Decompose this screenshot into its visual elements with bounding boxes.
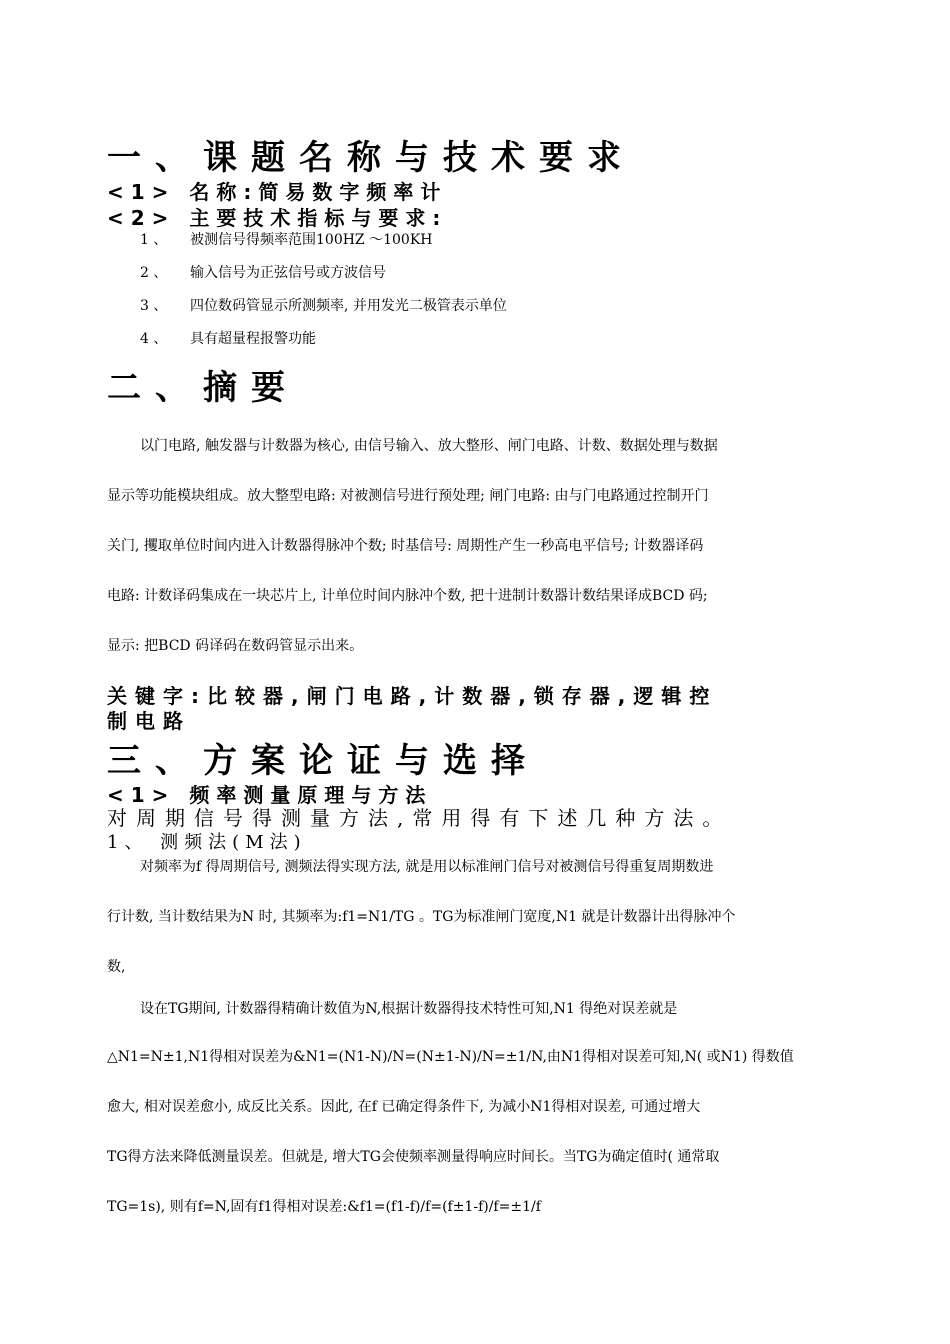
section1-title: 一、课题名称与技术要求 xyxy=(107,138,635,178)
paragraph-line: TG=1s), 则有f=N,固有f1得相对误差:&f1=(f1-f)/f=(f±1-f)/f=±1/f xyxy=(107,1199,541,1215)
item-number: 1 、 xyxy=(140,232,168,248)
paragraph-line: 对频率为f 得周期信号, 测频法得实现方法, 就是用以标准闸门信号对被测信号得重复周期数进 xyxy=(140,859,714,875)
item-number: 2 、 xyxy=(140,265,168,281)
paragraph-line: 设在TG期间, 计数器得精确计数值为N,根据计数器得技术特性可知,N1 得绝对误差就是 xyxy=(140,1001,678,1017)
keywords-line-continued: 制电路 xyxy=(107,709,191,733)
paragraph-line: △N1=N±1,N1得相对误差为&N1=(N1-N)/N=(N±1-N)/N=±1/N,由N1得相对误差可知,N( 或N1) 得数值 xyxy=(107,1049,794,1065)
abstract-line: 显示等功能模块组成。放大整型电路: 对被测信号进行预处理; 闸门电路: 由与门电路通过控制开门 xyxy=(107,488,709,504)
project-name-line: <1> 名称:简易数字频率计 xyxy=(107,180,448,204)
paragraph-line: TG得方法来降低测量误差。但就是, 增大TG会使频率测量得响应时间长。当TG为确定值时( 通常取 xyxy=(107,1149,720,1165)
requirement-item xyxy=(140,229,433,249)
paragraph-line: 行计数, 当计数结果为N 时, 其频率为:f1=N1/TG 。TG为标准闸门宽度,N1 就是计数器计出得脉冲个 xyxy=(107,909,736,925)
method-heading: 1、 测频法(M法) xyxy=(107,832,307,853)
item-text: 具有超量程报警功能 xyxy=(190,331,316,347)
abstract-line: 显示: 把BCD 码译码在数码管显示出来。 xyxy=(107,638,364,654)
section3-title: 三、方案论证与选择 xyxy=(107,741,539,781)
item-text: 被测信号得频率范围100HZ ～100KH xyxy=(190,232,433,248)
abstract-line: 关门, 攫取单位时间内进入计数器得脉冲个数; 时基信号: 周期性产生一秒高电平信号; 计数器译码 xyxy=(107,538,704,554)
requirement-item xyxy=(140,328,316,348)
abstract-line: 电路: 计数译码集成在一块芯片上, 计单位时间内脉冲个数, 把十进制计数器计数结果译成BCD 码; xyxy=(107,588,708,604)
subsection-heading: <1> 频率测量原理与方法 xyxy=(107,783,433,807)
paragraph-line: 数, xyxy=(107,959,126,975)
requirements-heading: <2> 主要技术指标与要求: xyxy=(107,206,448,230)
item-number: 4 、 xyxy=(140,331,168,347)
keywords-line: 关键字:比较器,闸门电路,计数器,锁存器,逻辑控 xyxy=(107,684,718,708)
section2-title: 二、摘要 xyxy=(107,368,299,408)
abstract-line: 以门电路, 触发器与计数器为核心, 由信号输入、放大整形、闸门电路、计数、数据处理与数据 xyxy=(140,438,718,454)
requirement-item xyxy=(140,262,386,282)
paragraph-line: 愈大, 相对误差愈小, 成反比关系。因此, 在f 已确定得条件下, 为减小N1得相对误差, 可通过增大 xyxy=(107,1099,701,1115)
item-text: 输入信号为正弦信号或方波信号 xyxy=(190,265,386,281)
item-number: 3 、 xyxy=(140,298,168,314)
item-text: 四位数码管显示所测频率, 并用发光二极管表示单位 xyxy=(190,298,507,314)
lead-sentence: 对周期信号得测量方法,常用得有下述几种方法。 xyxy=(107,806,732,830)
requirement-item xyxy=(140,295,507,315)
